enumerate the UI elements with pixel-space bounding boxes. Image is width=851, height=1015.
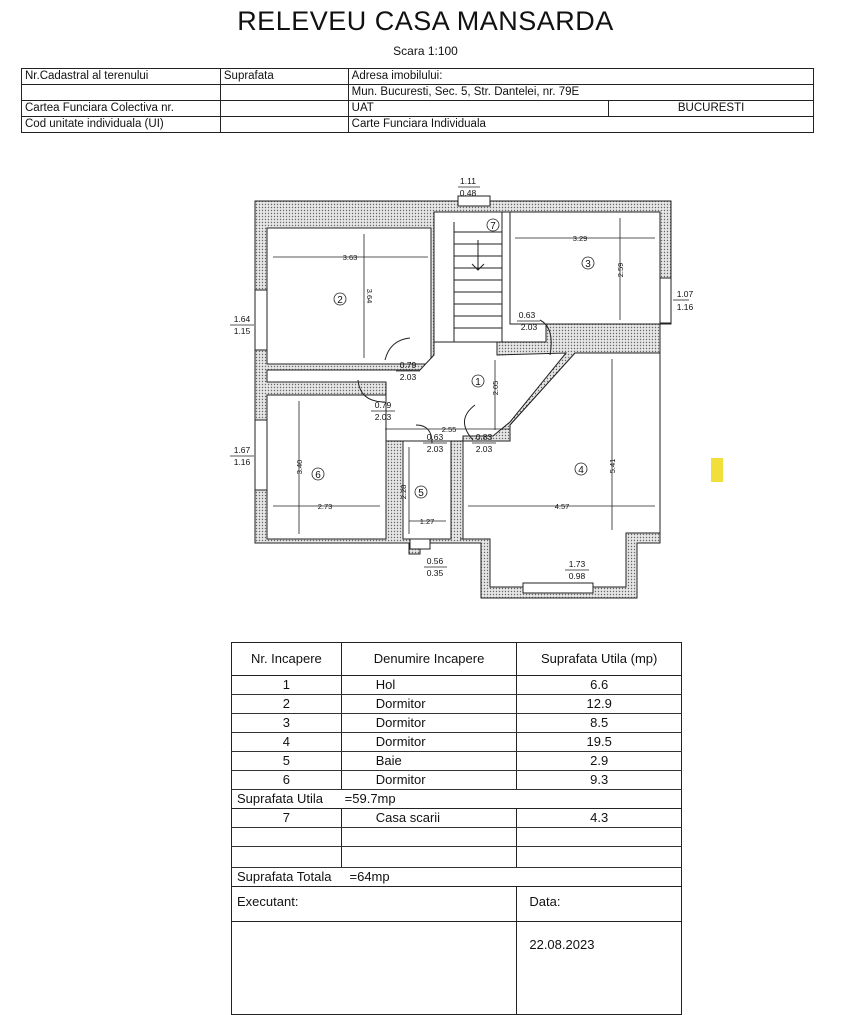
row-area: 9.3 — [517, 771, 682, 790]
opening-bath — [424, 556, 447, 578]
dim-label: 2.59 — [616, 262, 625, 278]
table-row — [232, 676, 682, 695]
dim-label: 1.27 — [419, 517, 435, 526]
room-3-number: 3 — [585, 259, 591, 270]
uat-label: UAT — [348, 101, 609, 117]
suprafata-label: Suprafata — [220, 69, 348, 85]
opening-width: 0.83 — [475, 432, 493, 442]
room-6-number: 6 — [315, 470, 321, 481]
empty-cell — [22, 85, 221, 101]
row-name: Dormitor — [341, 695, 517, 714]
dim-label: 3.40 — [295, 459, 304, 475]
room-7-number: 7 — [490, 221, 496, 232]
row-nr: 6 — [232, 771, 342, 790]
opening-right — [673, 289, 694, 312]
opening-width: 1.11 — [460, 176, 476, 186]
table-row — [232, 733, 682, 752]
row-area: 2.9 — [517, 752, 682, 771]
row-name: Dormitor — [341, 771, 517, 790]
empty-cell — [220, 117, 348, 133]
opening-width: 1.07 — [676, 289, 694, 299]
table-row — [232, 752, 682, 771]
opening-width: 0.79 — [374, 400, 392, 410]
empty-row — [232, 828, 682, 847]
room-5-number: 5 — [418, 488, 424, 499]
date-value: 22.08.2023 — [517, 922, 682, 1015]
floor-plan — [210, 170, 694, 610]
dim-label: 3.29 — [572, 234, 588, 243]
room-4-number: 4 — [578, 465, 584, 476]
nr-cadastral-label: Nr.Cadastral al terenului — [22, 69, 221, 85]
opening-width: 0.63 — [518, 310, 536, 320]
page-title: RELEVEU CASA MANSARDA — [237, 6, 614, 36]
row-area: 19.5 — [517, 733, 682, 752]
opening-width: 1.67 — [233, 445, 251, 455]
table-row — [232, 695, 682, 714]
opening-width: 1.73 — [568, 559, 586, 569]
dim-label: 2.73 — [317, 502, 333, 511]
dim-label: 2.55 — [441, 425, 457, 434]
opening-height: 1.16 — [676, 302, 694, 312]
col-header-denumire: Denumire Incapere — [341, 643, 517, 676]
executant-signature-area — [232, 922, 517, 1015]
opening-height: 2.03 — [374, 412, 392, 422]
dim-label: 2.05 — [491, 380, 500, 396]
adresa-label: Adresa imobilului: — [348, 69, 813, 85]
row-name: Dormitor — [341, 733, 517, 752]
opening-height: 1.16 — [233, 457, 251, 467]
dim-label: 2.28 — [399, 484, 408, 500]
empty-cell — [220, 101, 348, 117]
header-table — [21, 68, 814, 133]
row-name: Hol — [341, 676, 517, 695]
col-header-nr: Nr. Incapere — [232, 643, 342, 676]
highlight-mark — [711, 458, 723, 482]
empty-cell — [220, 85, 348, 101]
empty-row — [232, 847, 682, 868]
uat-value: BUCURESTI — [609, 101, 814, 117]
room-2-number: 2 — [337, 295, 343, 306]
suprafata-utila-total: Suprafata Utila =59.7mp — [232, 790, 682, 809]
row-nr: 1 — [232, 676, 342, 695]
carte-colectiva-label: Cartea Funciara Colectiva nr. — [22, 101, 221, 117]
row-area: 6.6 — [517, 676, 682, 695]
opening-height: 0.35 — [426, 568, 444, 578]
adresa-value: Mun. Bucuresti, Sec. 5, Str. Dantelei, nr. 79E — [348, 85, 813, 101]
row-area: 4.3 — [517, 809, 682, 828]
dim-label: 3.63 — [342, 253, 358, 262]
table-row — [232, 809, 682, 828]
row-area: 12.9 — [517, 695, 682, 714]
scale-label: Scara 1:100 — [393, 44, 458, 58]
row-area: 8.5 — [517, 714, 682, 733]
data-label: Data: — [517, 887, 682, 922]
dim-label: 3.64 — [365, 288, 374, 304]
opening-height: 0.98 — [568, 571, 586, 581]
opening-height: 2.03 — [520, 322, 538, 332]
row-name: Dormitor — [341, 714, 517, 733]
row-nr: 5 — [232, 752, 342, 771]
suprafata-totala: Suprafata Totala =64mp — [232, 868, 682, 887]
opening-left-2 — [230, 445, 254, 467]
cod-ui-label: Cod unitate individuala (UI) — [22, 117, 221, 133]
opening-height: 2.03 — [426, 444, 444, 454]
row-nr: 3 — [232, 714, 342, 733]
dim-label: 5.41 — [608, 458, 617, 474]
carte-individuala-label: Carte Funciara Individuala — [348, 117, 813, 133]
row-nr: 7 — [232, 809, 342, 828]
opening-height: 2.03 — [399, 372, 417, 382]
opening-width: 0.56 — [426, 556, 444, 566]
opening-width: 1.64 — [233, 314, 251, 324]
room-1-number: 1 — [475, 377, 481, 388]
row-name: Casa scarii — [341, 809, 517, 828]
opening-width: 0.63 — [426, 432, 444, 442]
table-row — [232, 714, 682, 733]
row-nr: 4 — [232, 733, 342, 752]
row-nr: 2 — [232, 695, 342, 714]
opening-width: 0.79 — [399, 360, 417, 370]
rooms-table — [231, 642, 682, 1015]
dim-label: 4.57 — [554, 502, 570, 511]
opening-height: 2.03 — [475, 444, 493, 454]
table-row — [232, 771, 682, 790]
opening-left-1 — [230, 314, 254, 336]
executant-label: Executant: — [232, 887, 517, 922]
row-name: Baie — [341, 752, 517, 771]
opening-top — [458, 176, 480, 198]
col-header-suprafata: Suprafata Utila (mp) — [517, 643, 682, 676]
opening-height: 1.15 — [233, 326, 251, 336]
opening-height: 0.48 — [459, 188, 477, 198]
